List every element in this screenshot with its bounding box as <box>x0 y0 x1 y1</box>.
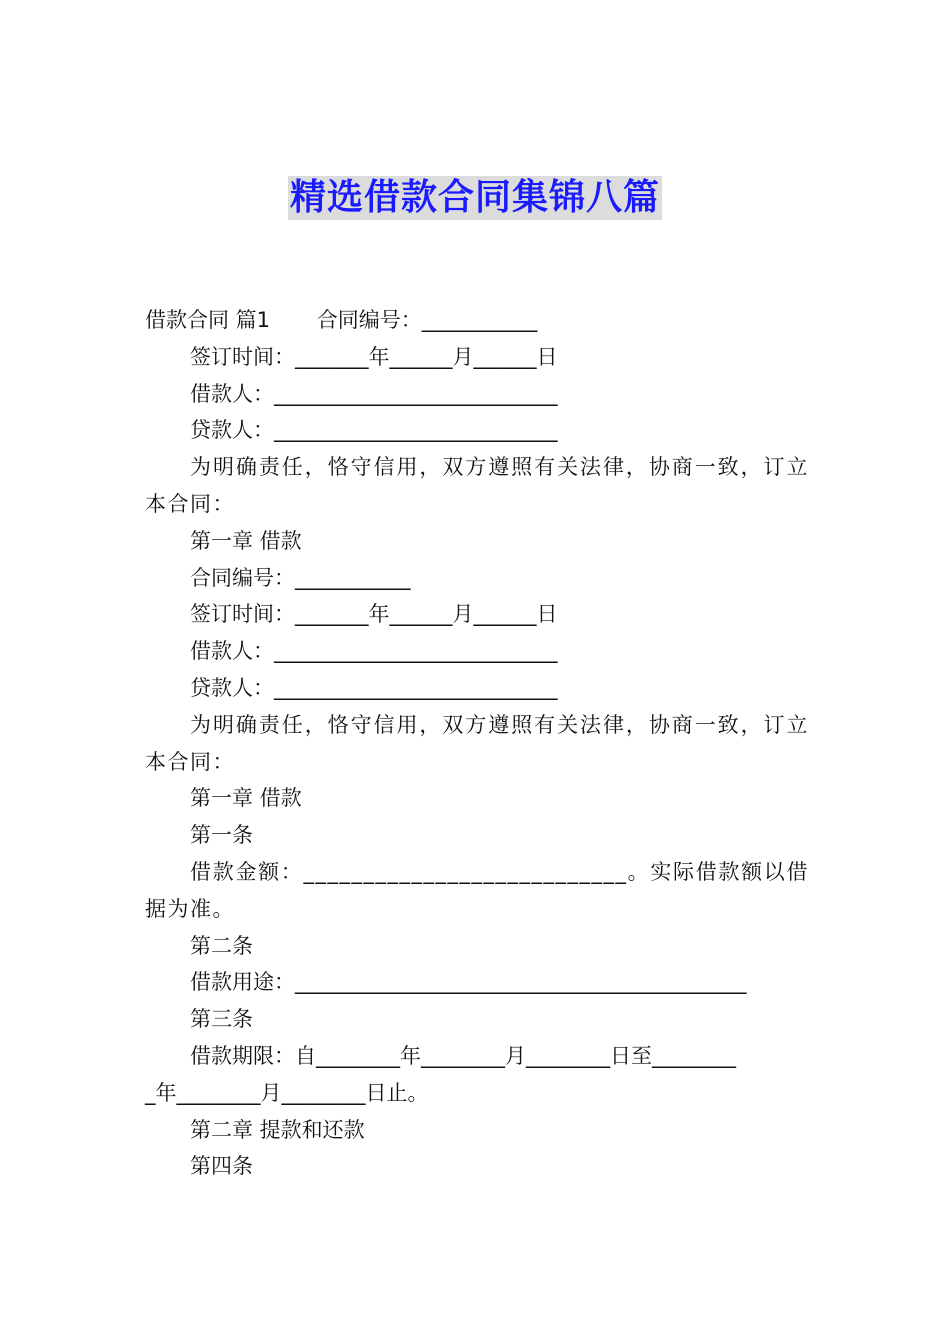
loan-term-line: 借款期限：自________年________月________日至________ <box>190 1043 736 1068</box>
article-heading: 第一条 <box>190 823 253 848</box>
chapter-heading: 第一章 借款 <box>190 786 302 811</box>
lender-line: 贷款人：___________________________ <box>190 418 558 443</box>
document-title: 精选借款合同集锦八篇 <box>289 177 660 218</box>
article-heading: 第二条 <box>190 933 253 958</box>
chapter-heading: 第一章 借款 <box>190 528 302 553</box>
contract-number-line: 合同编号：___________ <box>190 565 411 590</box>
borrower-line: 借款人：___________________________ <box>190 381 558 406</box>
contract-heading-line: 借款合同 篇1 合同编号：___________ <box>145 308 538 332</box>
article-heading: 第四条 <box>190 1154 253 1179</box>
sign-date-line: 签订时间：_______年______月______日 <box>190 602 558 627</box>
lender-line: 贷款人：___________________________ <box>190 675 558 700</box>
article-heading: 第三条 <box>190 1007 253 1032</box>
borrower-line: 借款人：___________________________ <box>190 639 558 664</box>
loan-term-line-continued: _年________月________日止。 <box>145 1080 429 1105</box>
sign-date-line: 签订时间：_______年______月______日 <box>190 344 558 369</box>
loan-purpose-line: 借款用途：___________________________________________ <box>190 970 747 995</box>
preamble-paragraph: 为明确责任，恪守信用，双方遵照有关法律，协商一致，订立本合同： <box>145 712 809 774</box>
loan-amount-paragraph: 借款金额：___________________________。实际借款额以借据为准。 <box>145 859 809 921</box>
preamble-paragraph: 为明确责任，恪守信用，双方遵照有关法律，协商一致，订立本合同： <box>145 455 809 516</box>
document-body <box>145 302 809 1185</box>
chapter-heading: 第二章 提款和还款 <box>190 1117 365 1142</box>
title-container <box>0 176 950 220</box>
